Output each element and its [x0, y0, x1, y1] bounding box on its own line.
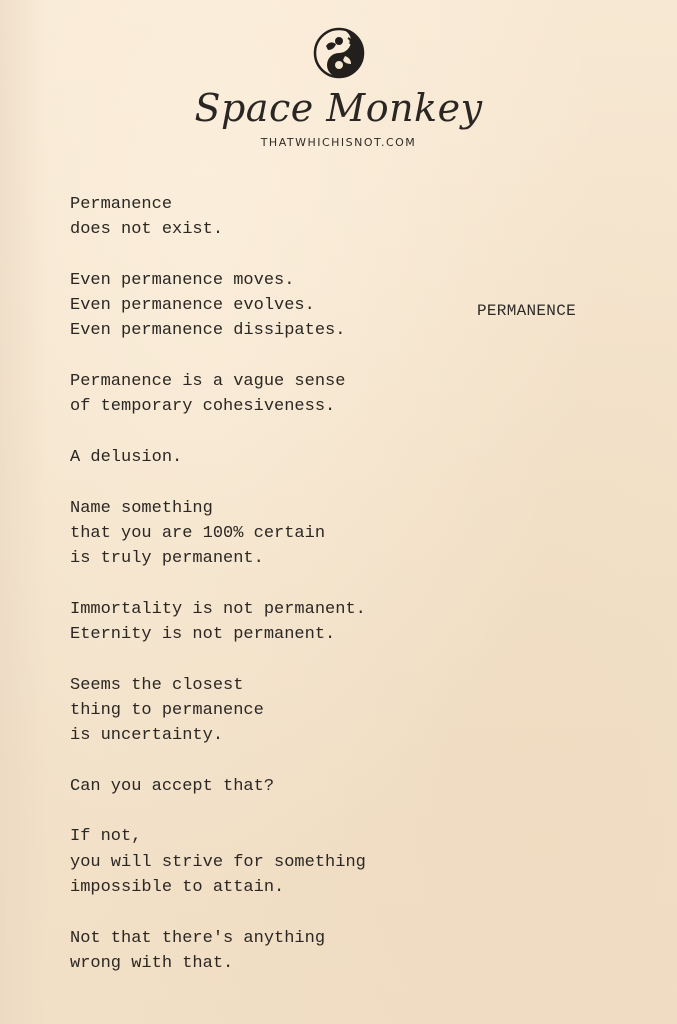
poem-line: impossible to attain. — [70, 878, 285, 898]
poem-stanza — [70, 445, 470, 470]
poem-stanza — [70, 597, 470, 648]
poem-line: Immortality is not permanent. — [70, 599, 366, 619]
poem-line: Not that there's anything — [70, 928, 326, 948]
poem-line: Permanence — [70, 195, 173, 214]
poem-stanza — [70, 496, 470, 572]
poem-stanza — [70, 268, 470, 344]
yin-yang-monkey-icon — [312, 26, 366, 80]
poem-line: A delusion. — [70, 447, 183, 467]
poem-stanza — [70, 774, 470, 799]
poem-line: Permanence is a vague sense — [70, 372, 346, 392]
poem-title: PERMANENCE — [477, 302, 577, 320]
poem-line: you will strive for something — [70, 852, 366, 872]
poem-stanza — [70, 673, 470, 749]
poem-line: does not exist. — [70, 220, 224, 240]
poem-line: Can you accept that? — [70, 776, 275, 796]
brand-name: Space Monkey — [194, 86, 483, 130]
poem-line: Name something — [70, 498, 213, 518]
poem-line: thing to permanence — [70, 700, 264, 720]
poem-line: If not, — [70, 827, 142, 847]
brand-url: THATWHICHISNOT.COM — [260, 136, 417, 149]
poem-line: wrong with that. — [70, 953, 234, 973]
poem-line: Eternity is not permanent. — [70, 625, 336, 645]
poem-stanza — [70, 824, 470, 900]
poem-line: Even permanence dissipates. — [70, 321, 346, 341]
poem-line: that you are 100% certain — [70, 523, 326, 543]
poem-line: Seems the closest — [70, 675, 244, 695]
poem-body — [70, 192, 470, 1002]
brand-header — [0, 26, 677, 149]
poem-stanza — [70, 192, 470, 243]
poem-line: is uncertainty. — [70, 726, 224, 746]
poem-stanza — [70, 926, 470, 977]
poem-stanza — [70, 369, 470, 420]
poem-line: of temporary cohesiveness. — [70, 397, 336, 417]
poem-line: is truly permanent. — [70, 549, 264, 569]
poem-line: Even permanence moves. — [70, 270, 295, 290]
poem-line: Even permanence evolves. — [70, 296, 315, 316]
